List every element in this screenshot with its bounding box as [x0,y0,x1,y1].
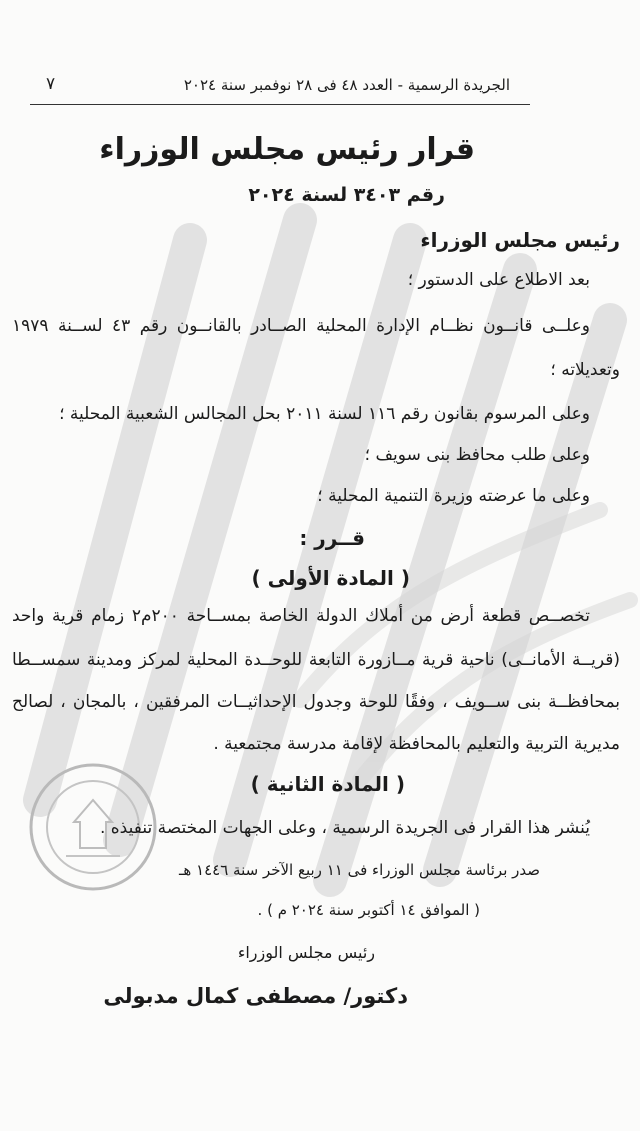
page-number: ٧ [46,74,56,94]
running-header [40,72,510,102]
article-2-line: يُنشر هذا القرار فى الجريدة الرسمية ، وعلى الجهات المختصة تنفيذه . [99,818,590,838]
article-1-line: مديرية التربية والتعليم بالمحافظة لإقامة مدرسة مجتمعية . [213,734,620,754]
running-title: الجريدة الرسمية - العدد ٤٨ فى ٢٨ نوفمبر سنة ٢٠٢٤ [183,76,510,94]
issuer-heading: رئيس مجلس الوزراء [420,228,620,252]
article-2-heading: ( المادة الثانية ) [250,772,405,796]
preamble-line: بعد الاطلاع على الدستور ؛ [407,270,590,290]
article-1-line: (قريــة الأمانــى) ناحية قرية مــازورة التابعة للوحــدة المحلية لمركز ومدينة سمســطا [12,650,620,670]
preamble-line: وعلى طلب محافظ بنى سويف ؛ [364,445,590,465]
signature-name: دكتور/ مصطفى كمال مدبولى [103,984,408,1008]
preamble-line: وتعديلاته ؛ [550,360,620,380]
article-1-line: بمحافظــة بنى ســويف ، وفقًا للوحة وجدول الإحداثيــات المرفقين ، بالمجان ، لصالح [12,692,620,712]
issued-date-gregorian: ( الموافق ١٤ أكتوبر سنة ٢٠٢٤ م ) . [257,901,480,919]
preamble-line: وعلى المرسوم بقانون رقم ١١٦ لسنة ٢٠١١ بحل المجالس الشعبية المحلية ؛ [59,404,590,424]
preamble-line: وعلــى قانــون نظــام الإدارة المحلية الصــادر بالقانــون رقم ٤٣ لســنة ١٩٧٩ [12,316,590,336]
decree-number: رقم ٣٤٠٣ لسنة ٢٠٢٤ [248,184,445,206]
header-divider [30,104,530,105]
issued-date-hijri: صدر برئاسة مجلس الوزراء فى ١١ ربيع الآخر سنة ١٤٤٦ هـ [178,861,540,879]
preamble-line: وعلى ما عرضته وزيرة التنمية المحلية ؛ [317,486,590,506]
decided-heading: قــرر : [299,526,365,550]
signature-role: رئيس مجلس الوزراء [237,943,375,962]
article-1-line: تخصــص قطعة أرض من أملاك الدولة الخاصة بمســاحة ٢٠٠م٢ زمام قرية واحد [12,606,591,626]
article-1-heading: ( المادة الأولى ) [251,566,410,590]
decree-title: قرار رئيس مجلس الوزراء [99,132,475,167]
